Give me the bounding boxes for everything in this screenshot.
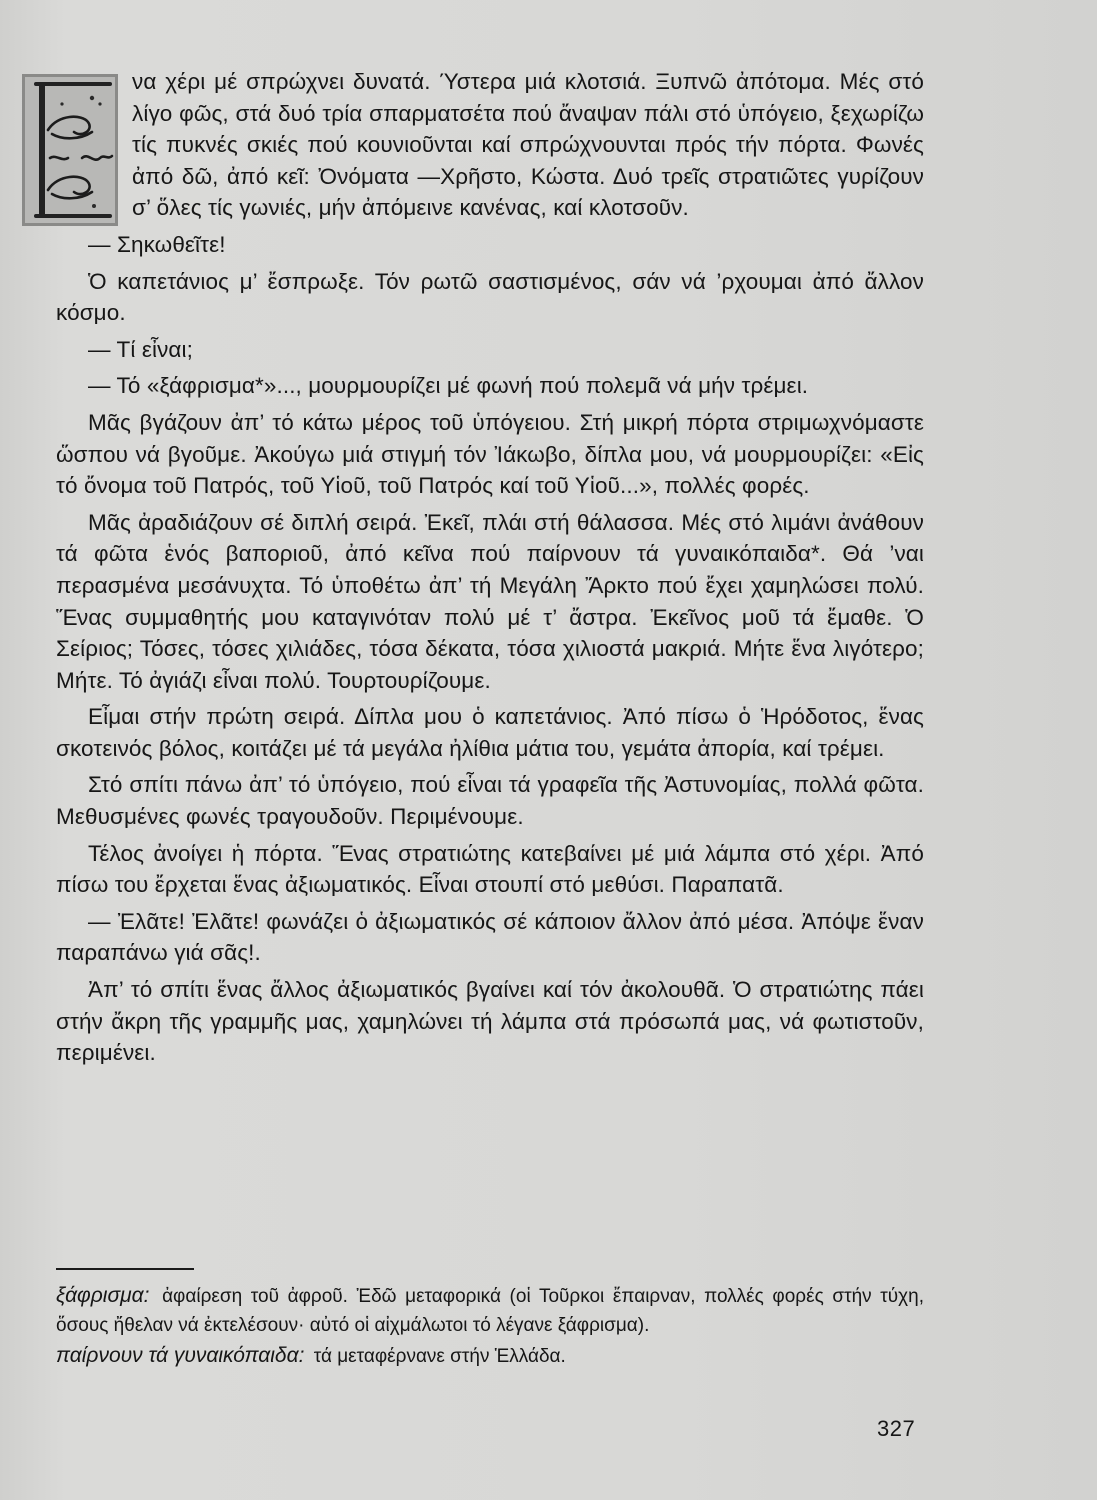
footnotes (56, 1282, 924, 1374)
paragraph-3: Ὁ καπετάνιος μ’ ἔσπρωξε. Τόν ρωτῶ σαστισμένος, σάν νά ’ρχουμαι ἀπό ἄλλον κόσμο. (56, 268, 924, 326)
paragraph-9: Στό σπίτι πάνω ἀπ’ τό ὑπόγειο, πού εἶναι τά γραφεῖα τῆς Ἀστυνομίας, πολλά φῶτα. Μεθυσμένες φωνές τραγουδοῦν. Περιμένουμε. (56, 772, 924, 830)
paragraph-6: Μᾶς βγάζουν ἀπ’ τό κάτω μέρος τοῦ ὑπόγειου. Στή μικρή πόρτα στριμωχνόμαστε ὥσπου νά βγοῦμε. Ἀκούγω μιά στιγμή τόν Ἰάκωβο, δίπλα μου, νά μουρμουρίζει: «Εἰς τό ὄνομα τοῦ Πατρός, τοῦ Υἱοῦ, τοῦ Πατρός καί τοῦ Υἱοῦ...», πολλές φορές. (56, 409, 924, 499)
footnote-1 (56, 1282, 924, 1340)
body-text (56, 66, 924, 1074)
paragraph-11: — Ἐλᾶτε! Ἐλᾶτε! φωνάζει ὁ ἀξιωματικός σέ κάποιον ἄλλον ἀπό μέσα. Ἀπόψε ἕναν παραπάνω γιά σᾶς!. (56, 908, 924, 966)
paragraph-4: — Τί εἶναι; (88, 336, 193, 362)
paragraph-5: — Τό «ξάφρισμα*»..., μουρμουρίζει μέ φωνή πού πολεμᾶ νά μήν τρέμει. (88, 373, 809, 399)
paragraph-8: Εἶμαι στήν πρώτη σειρά. Δίπλα μου ὁ καπετάνιος. Ἀπό πίσω ὁ Ἡρόδοτος, ἕνας σκοτεινός βόλος, κοιτάζει μέ τά μεγάλα ἠλίθια μάτια του, γεμάτα ἀπορία, καί τρέμει. (56, 704, 924, 761)
paragraph-2: — Σηκωθεῖτε! (88, 231, 226, 257)
paragraph-1-text: να χέρι μέ σπρώχνει δυνατά. Ύστερα μιά κλοτσιά. Ξυπνῶ ἀπότομα. Μές στό λίγο φῶς, στά δυό τρία σπαρματσέτα πού ἄναψαν πάλι στό ὑπόγειο, ξεχωρίζω τίς πυκνές σκιές πού κουνιοῦνται καί σπρώχνουνται πρός τήν πόρτα. Φωνές ἀπό δῶ, ἀπό κεῖ: Ὀνόματα —Χρῆστο, Κώστα. Δυό τρεῖς στρατιῶτες γυρίζουν σ’ ὅλες τίς γωνιές, μήν ἀπόμεινε κανένας, καί κλοτσοῦν. (132, 69, 924, 221)
footnote-2-text: τά μεταφέρνανε στήν Ἑλλάδα. (313, 1346, 566, 1367)
paragraph-1 (56, 66, 924, 224)
paragraph-7: Μᾶς ἀραδιάζουν σέ διπλή σειρά. Ἐκεῖ, πλάι στή θάλασσα. Μές στό λιμάνι ἀνάθουν τά φῶτα ἑνός βαποριοῦ, ἀπό κεῖνα πού παίρνουν τά γυναικόπαιδα*. Θά ’ναι περασμένα μεσάνυχτα. Τό ὑποθέτω ἀπ’ τή Μεγάλη Ἄρκτο πού ἔχει χαμηλώσει πολύ. Ἕνας συμμαθητής μου καταγινόταν πολύ μέ τ’ ἄστρα. Ἐκεῖνος μοῦ τά ἔμαθε. Ὁ Σείριος; Τόσες, τόσες χιλιάδες, τόσα δέκατα, τόσα χιλιοστά μακριά. Μήτε ἕνα λιγότερο; Μήτε. Τό ἀγιάζι εἶναι πολύ. Τουρτουρίζουμε. (56, 509, 924, 693)
page-number: 327 (877, 1416, 916, 1441)
footnote-divider (56, 1268, 194, 1270)
footnote-2 (56, 1342, 924, 1372)
footnote-2-term: παίρνουν τά γυναικόπαιδα: (56, 1344, 305, 1367)
ornate-letter-epsilon-icon (22, 74, 118, 226)
footnote-1-term: ξάφρισμα: (56, 1284, 150, 1307)
footnote-1-text: ἀφαίρεση τοῦ ἀφροῦ. Ἐδῶ μεταφορικά (οἱ Τοῦρκοι ἔπαιρναν, πολλές φορές στήν τύχη, ὅσους ἤθελαν νά ἐκτελέσουν· αὐτό οἱ αἰχμάλωτοι τό λέγανε ξάφρισμα). (56, 1286, 924, 1336)
paragraph-10: Τέλος ἀνοίγει ἡ πόρτα. Ἕνας στρατιώτης κατεβαίνει μέ μιά λάμπα στό χέρι. Ἀπό πίσω του ἔρχεται ἕνας ἀξιωματικός. Εἶναι στουπί στό μεθύσι. Παραπατᾶ. (56, 840, 924, 898)
paragraph-12: Ἀπ’ τό σπίτι ἕνας ἄλλος ἀξιωματικός βγαίνει καί τόν ἀκολουθᾶ. Ὁ στρατιώτης πάει στήν ἄκρη τῆς γραμμῆς μας, χαμηλώνει τή λάμπα στά πρόσωπά μας, νά φωτιστοῦν, περιμένει. (56, 977, 924, 1066)
drop-cap (22, 74, 118, 226)
